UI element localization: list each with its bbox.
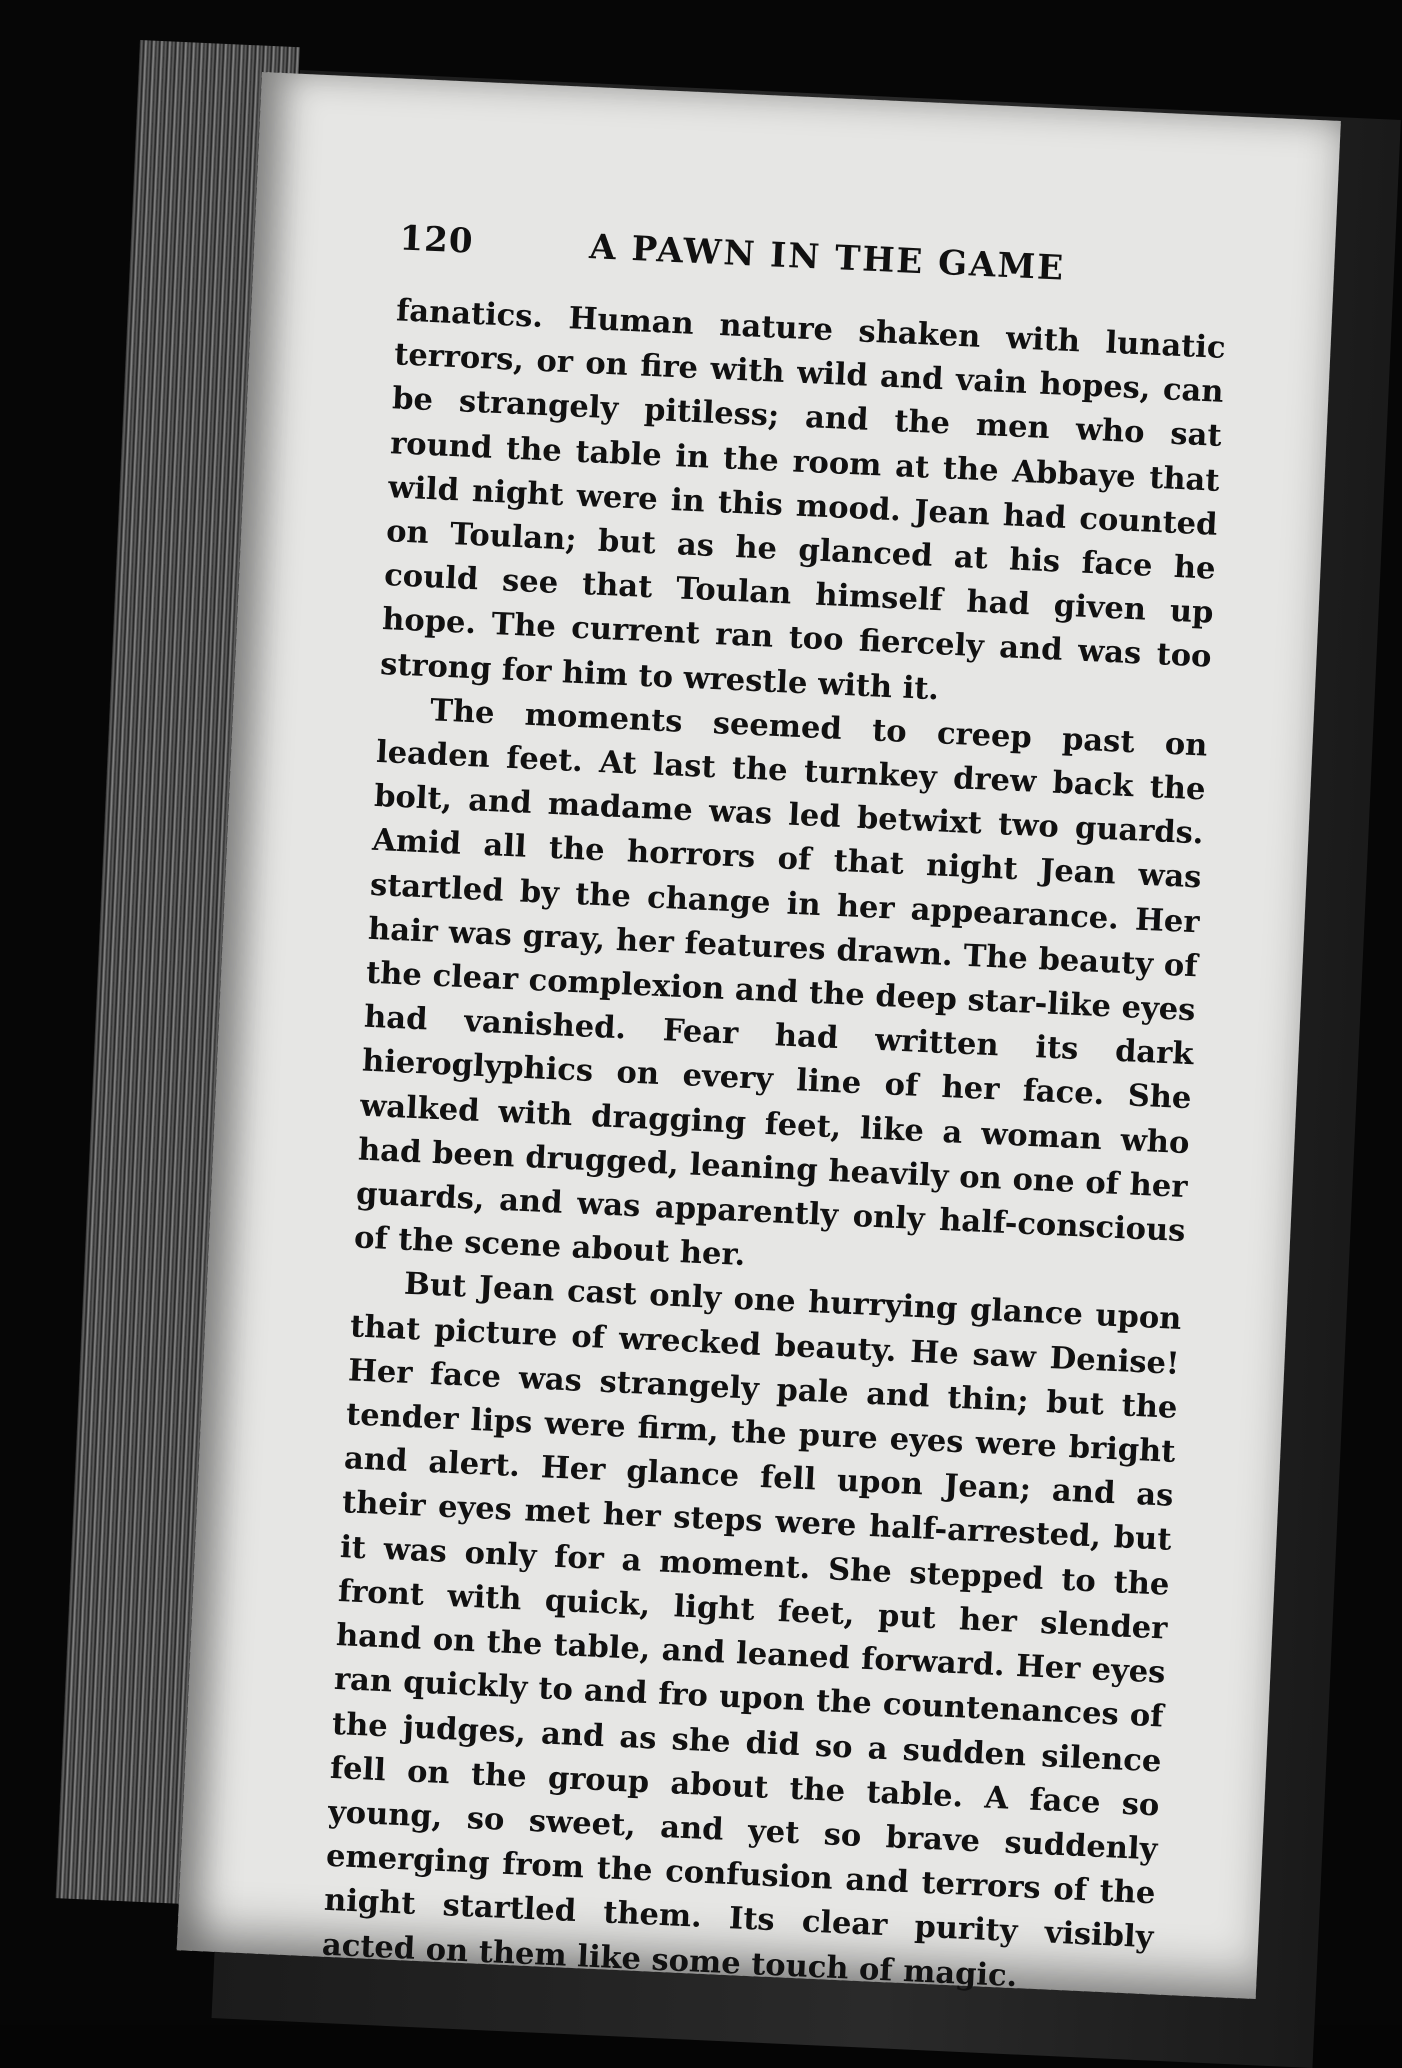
body-text <box>321 288 1226 2004</box>
page-number: 120 <box>398 218 475 262</box>
book-page <box>177 72 1341 1999</box>
running-title: A PAWN IN THE GAME <box>588 227 1066 289</box>
page-content <box>321 218 1230 2004</box>
paragraph: But Jean cast only one hurrying glance upon that picture of wrecked beauty. He saw Denise! Her face was strangely pale and thin; but the tender lips were firm, the pure eyes were bright and alert. Her glance fell upon Jean; and as their eyes met her steps were half-arrested, but it was only for a moment. She stepped to the front with quick, light feet, put her slender hand on the table, and leaned forward. Her eyes ran quickly to and fro upon the countenances of the judges, and as she did so a sudden silence fell on the group about the table. A face so young, so sweet, and yet so brave suddenly emerging from the confusion and terrors of the night startled them. Its clear purity visibly acted on them like some touch of magic. <box>321 1266 1183 1994</box>
paragraph: The moments seemed to creep past on leaden feet. At last the turnkey drew back the bolt, and madame was led betwixt two guards. Amid all the horrors of that night Jean was startled by the change in her appearance. Her hair was gray, her features drawn. The beauty of the clear complexion and the deep star-like eyes had vanished. Fear had written its dark hieroglyphics on every line of her face. She walked with dragging feet, like a woman who had been drugged, leaning heavily on one of her guards, and was apparently only half-conscious of the scene about her. <box>353 692 1209 1274</box>
paragraph: fanatics. Human nature shaken with lunatic terrors, or on fire with wild and vain hopes, can be strangely pitiless; and the men who sat round the table in the room at the Abbaye that wild night were in this mood. Jean had counted on Toulan; but as he glanced at his face he could see that Toulan himself had given up hope. The current ran too fiercely and was too strong for him to wrestle with it. <box>379 292 1227 707</box>
